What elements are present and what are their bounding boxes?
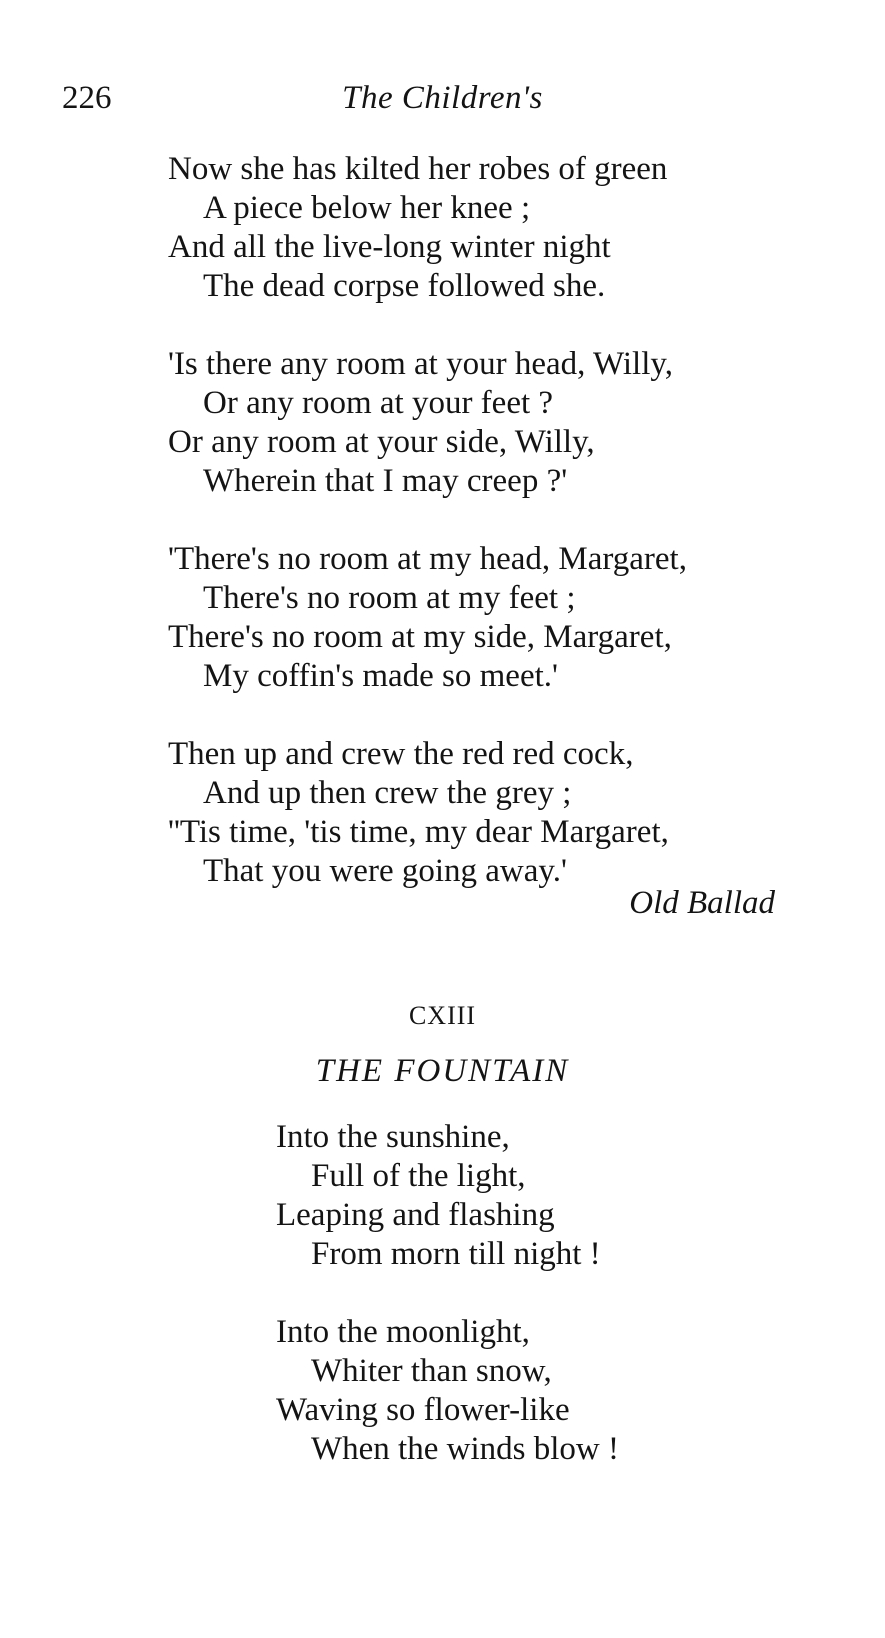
poem-line: That you were going away.' bbox=[203, 853, 567, 889]
poem-line: The dead corpse followed she. bbox=[203, 268, 606, 304]
poem-line: Now she has kilted her robes of green bbox=[168, 151, 668, 187]
poem-line: Into the moonlight, bbox=[276, 1314, 530, 1350]
poem-line: 'There's no room at my head, Margaret, bbox=[168, 541, 687, 577]
poem-line: There's no room at my feet ; bbox=[203, 580, 576, 616]
poem-line: 'Is there any room at your head, Willy, bbox=[168, 346, 673, 382]
poem-line: Full of the light, bbox=[311, 1158, 526, 1194]
poem-line: ''Tis time, 'tis time, my dear Margaret, bbox=[168, 814, 669, 850]
poem-line: My coffin's made so meet.' bbox=[203, 658, 558, 694]
poem-line: Leaping and flashing bbox=[276, 1197, 555, 1233]
page-number: 226 bbox=[62, 80, 112, 116]
poem-line: When the winds blow ! bbox=[311, 1431, 619, 1467]
stanza bbox=[276, 1118, 619, 1274]
stanza bbox=[276, 1313, 619, 1469]
poem-line: Whiter than snow, bbox=[311, 1353, 552, 1389]
poem-line: And up then crew the grey ; bbox=[203, 775, 572, 811]
poem-line: A piece below her knee ; bbox=[203, 190, 531, 226]
section-number: CXIII bbox=[408, 1001, 477, 1030]
poem-line: There's no room at my side, Margaret, bbox=[168, 619, 672, 655]
poem-line: Or any room at your feet ? bbox=[203, 385, 554, 421]
poem-line: Into the sunshine, bbox=[276, 1119, 510, 1155]
poem-line: Or any room at your side, Willy, bbox=[168, 424, 595, 460]
fountain-poem bbox=[276, 1118, 619, 1469]
poem-line: From morn till night ! bbox=[311, 1236, 601, 1272]
ballad-poem bbox=[168, 150, 687, 891]
attribution: Old Ballad bbox=[629, 885, 775, 921]
stanza bbox=[168, 345, 687, 501]
poem-line: Then up and crew the red red cock, bbox=[168, 736, 634, 772]
poem-line: And all the live-long winter night bbox=[168, 229, 611, 265]
stanza bbox=[168, 150, 687, 306]
poem-line: Wherein that I may creep ?' bbox=[203, 463, 568, 499]
running-head: The Children's bbox=[342, 80, 543, 116]
section-title: THE FOUNTAIN bbox=[315, 1053, 570, 1089]
stanza bbox=[168, 540, 687, 696]
stanza bbox=[168, 735, 687, 891]
poem-line: Waving so flower-like bbox=[276, 1392, 570, 1428]
